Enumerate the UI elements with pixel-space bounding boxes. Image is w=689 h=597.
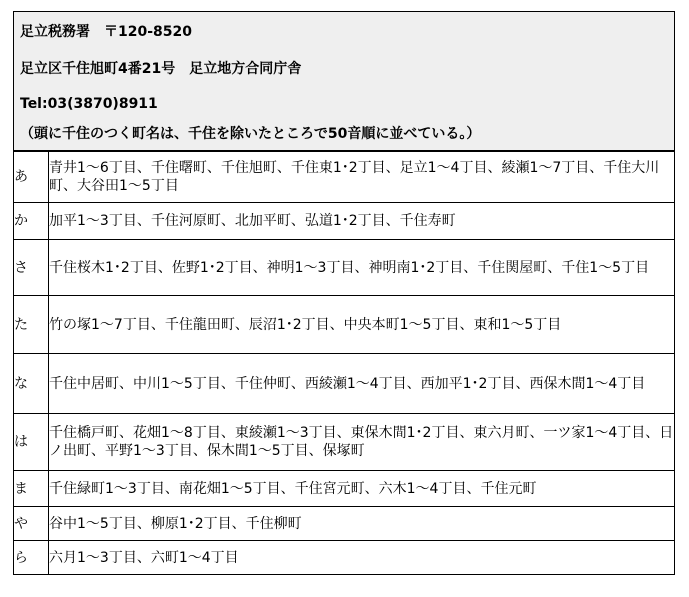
office-telephone: Tel:03(3870)8911	[20, 96, 158, 112]
table-row	[14, 240, 675, 296]
kana-cell: た	[14, 296, 49, 354]
office-address: 足立区千住旭町4番21号 足立地方合同庁舎	[20, 61, 302, 77]
towns-cell: 青井1～6丁目、千住曙町、千住旭町、千住東1･2丁目、足立1～4丁目、綾瀬1～7丁目、千住大川町、大谷田1～5丁目	[49, 152, 675, 203]
town-list-table	[13, 151, 675, 575]
towns-cell: 六月1～3丁目、六町1～4丁目	[49, 541, 675, 575]
kana-cell: ら	[14, 541, 49, 575]
table-row	[14, 541, 675, 575]
table-row	[14, 414, 675, 471]
towns-cell: 千住桜木1･2丁目、佐野1･2丁目、神明1～3丁目、神明南1･2丁目、千住関屋町、千住1～5丁目	[49, 240, 675, 296]
table-row	[14, 507, 675, 541]
ordering-note-box	[13, 119, 675, 151]
kana-cell: か	[14, 203, 49, 240]
towns-cell: 竹の塚1～7丁目、千住龍田町、辰沼1･2丁目、中央本町1～5丁目、東和1～5丁目	[49, 296, 675, 354]
table-row	[14, 152, 675, 203]
kana-cell: あ	[14, 152, 49, 203]
table-row	[14, 471, 675, 507]
towns-cell: 加平1～3丁目、千住河原町、北加平町、弘道1･2丁目、千住寿町	[49, 203, 675, 240]
office-name-postal: 足立税務署 〒120-8520	[20, 24, 192, 40]
table-row	[14, 203, 675, 240]
table-row	[14, 354, 675, 414]
office-info-header	[13, 11, 675, 121]
kana-cell: や	[14, 507, 49, 541]
ordering-note: （頭に千住のつく町名は、千住を除いたところで50音順に並べている。）	[20, 126, 481, 142]
table-row	[14, 296, 675, 354]
kana-cell: な	[14, 354, 49, 414]
towns-cell: 谷中1～5丁目、柳原1･2丁目、千住柳町	[49, 507, 675, 541]
towns-cell: 千住橋戸町、花畑1～8丁目、東綾瀬1～3丁目、東保木間1･2丁目、東六月町、一ツ家1～4丁目、日ノ出町、平野1～3丁目、保木間1～5丁目、保塚町	[49, 414, 675, 471]
tax-office-jurisdiction-table	[13, 11, 675, 582]
kana-cell: は	[14, 414, 49, 471]
towns-cell: 千住緑町1～3丁目、南花畑1～5丁目、千住宮元町、六木1～4丁目、千住元町	[49, 471, 675, 507]
kana-cell: さ	[14, 240, 49, 296]
kana-cell: ま	[14, 471, 49, 507]
towns-cell: 千住中居町、中川1～5丁目、千住仲町、西綾瀬1～4丁目、西加平1･2丁目、西保木間1～4丁目	[49, 354, 675, 414]
